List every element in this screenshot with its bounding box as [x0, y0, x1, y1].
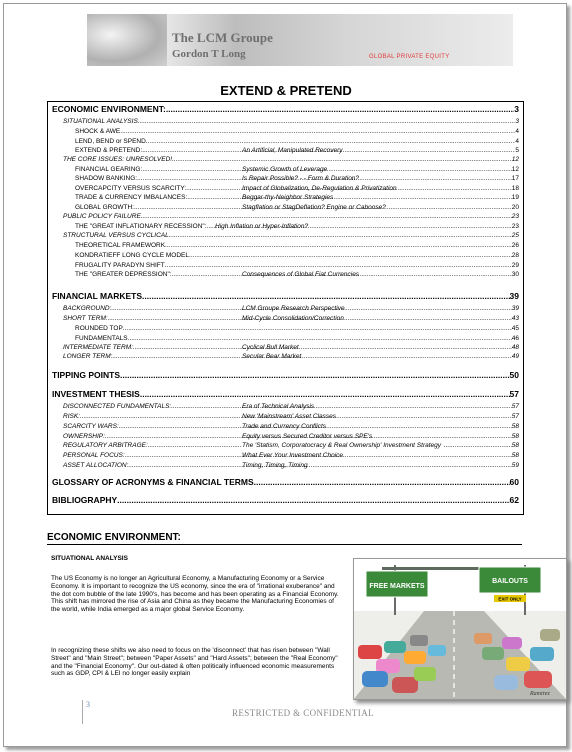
toc-desc-global-growth: Stagflation or StagDeflation? Engine or Caboose?	[242, 204, 386, 211]
toc-entry-global-growth[interactable]: GLOBAL GROWTH: ..... 20	[75, 204, 519, 211]
banner-swirl-graphic	[87, 14, 167, 66]
body-paragraph-1: The US Economy is no longer an Agricultural Economy, a Manufacturing Economy or a Service Economy. It is important to recognize the US economy, since the era of "irrational exuberance" and the dot com bubble of the late 1990's, has become and has been operating as a Financial Economy. This shift has mirrored the rise of Asia and China as they became the Manufacturing Economies of the world, while India emerged as a major global Service Economy.	[51, 575, 339, 614]
toc-desc-trade-currency: Beggar-thy-Neighbor Strategies	[242, 194, 334, 201]
toc-entry-trade-currency[interactable]: TRADE & CURRENCY IMBALANCES: ..... 19	[75, 194, 519, 201]
company-name: The LCM Groupe	[172, 30, 273, 45]
toc-desc-ownership: Equity versus Secured Creditor versus SPE's	[242, 433, 373, 440]
toc-entry-rounded-top[interactable]: ROUNDED TOP ..... 45	[75, 325, 519, 332]
toc-entry-great-inflationary[interactable]: THE "GREAT INFLATIONARY RECESSION": ..... 23	[75, 223, 519, 230]
footer-confidential: RESTRICTED & CONFIDENTIAL	[232, 708, 374, 718]
toc-desc-intermediate-term: Cyclical Bull Market	[242, 344, 299, 351]
document-title: EXTEND & PRETEND	[220, 83, 352, 98]
toc-desc-background: LCM Groupe Research Perspective	[242, 305, 345, 312]
cartoon-image	[353, 558, 567, 700]
toc-desc-disconnected: Era of Technical Analysis	[242, 403, 315, 410]
toc-entry-core-issues[interactable]: THE CORE ISSUES: UNRESOLVED! ..... 12	[63, 156, 519, 163]
section-heading: ECONOMIC ENVIRONMENT:	[47, 532, 522, 545]
toc-desc-overcapacity: Impact of Globalization, De-Regulation & Privatization	[242, 185, 397, 192]
toc-entry-shock-awe[interactable]: SHOCK & AWE ..... 4	[75, 128, 519, 135]
toc-entry-financial-gearing[interactable]: FINANCIAL GEARING: ..... 12	[75, 166, 519, 173]
toc-entry-shadow-banking[interactable]: SHADOW BANKING: ..... 17	[75, 175, 519, 182]
toc-entry-situational-analysis[interactable]: SITUATIONAL ANALYSIS ..... 3	[63, 118, 519, 125]
toc-entry-regulatory[interactable]: REGULATORY ARBITRAGE: ..... 58	[63, 442, 519, 449]
cartoon-illustration	[354, 559, 566, 699]
sub-heading: SITUATIONAL ANALYSIS	[51, 555, 128, 562]
toc-entry-ownership[interactable]: OWNERSHIP: ..... 58	[63, 433, 519, 440]
toc-entry-overcapacity[interactable]: OVERCAPCITY VERSUS SCARCITY: ..... 18	[75, 185, 519, 192]
toc-desc-shadow-banking: Is Repair Possible? - - Form & Duration?	[242, 175, 360, 182]
sign-bailouts: BAILOUTS	[492, 578, 528, 585]
toc-entry-greater-depression[interactable]: THE "GREATER DEPRESSION": ..... 30	[75, 271, 519, 278]
toc-desc-regulatory: The 'Statism, Corporatocracy & Real Ownership' Investment Strategy	[242, 442, 442, 449]
toc-desc-great-inflationary: High Inflation or Hyper-Inflation?	[215, 223, 309, 230]
table-of-contents	[47, 101, 524, 515]
cartoon-signature: Ramirez	[530, 691, 550, 697]
toc-entry-fundamentals[interactable]: FUNDAMENTALS ..... 46	[75, 335, 519, 342]
toc-desc-longer-term: Secular Bear Market	[242, 353, 302, 360]
footer-divider	[82, 700, 83, 724]
toc-entry-public-policy[interactable]: PUBLIC POLICY FAILURE ..... 23	[63, 213, 519, 220]
sign-free-markets: FREE MARKETS	[369, 583, 425, 590]
toc-entry-disconnected[interactable]: DISCONNECTED FUNDAMENTALS: ..... 57	[63, 403, 519, 410]
toc-entry-longer-term[interactable]: LONGER TERM: ..... 49	[63, 353, 519, 360]
toc-entry-scarcity-wars[interactable]: SCARCITY WARS: ..... 58	[63, 423, 519, 430]
toc-desc-financial-gearing: Systemic Growth of Leverage	[242, 166, 328, 173]
toc-desc-personal-focus: What Ever Your Investment Choice	[242, 452, 344, 459]
toc-entry-frugality[interactable]: FRUGALITY PARADYN SHIFT ..... 29	[75, 262, 519, 269]
toc-entry-short-term[interactable]: SHORT TERM: ..... 43	[63, 315, 519, 322]
header-banner	[87, 14, 513, 66]
author-name: Gordon T Long	[172, 48, 246, 60]
toc-desc-extend-pretend: An Artificial, Manipulated Recovery	[242, 147, 343, 154]
toc-entry-structural-cyclical[interactable]: STRUCTURAL VERSUS CYCLICAL ..... 25	[63, 232, 519, 239]
toc-entry-bibliography[interactable]: BIBLIOGRAPHY ..... 62	[52, 495, 519, 505]
toc-desc-greater-depression: Consequences of Global Fiat Currencies	[242, 271, 360, 278]
sign-exit-only: EXIT ONLY	[498, 596, 522, 602]
toc-entry-intermediate-term[interactable]: INTERMEDIATE TERM: ..... 48	[63, 344, 519, 351]
toc-entry-extend-pretend[interactable]: EXTEND & PRETEND: ..... 5	[75, 147, 519, 154]
toc-entry-personal-focus[interactable]: PERSONAL FOCUS: ..... 58	[63, 452, 519, 459]
toc-entry-risk[interactable]: RISK: ..... 57	[63, 413, 519, 420]
toc-entry-glossary[interactable]: GLOSSARY OF ACRONYMS & FINANCIAL TERMS ..... 60	[52, 477, 519, 487]
toc-entry-theoretical-framework[interactable]: THEORETICAL FRAMEWORK ..... 26	[75, 242, 519, 249]
toc-entry-investment-thesis[interactable]: INVESTMENT THESIS ..... 57	[52, 389, 519, 399]
toc-entry-background[interactable]: BACKGROUND: ..... 39	[63, 305, 519, 312]
toc-desc-risk: New 'Mainstream' Asset Classes	[242, 413, 336, 420]
toc-entry-asset-allocation[interactable]: ASSET ALLOCATION: ..... 59	[63, 462, 519, 469]
banner-tagline: GLOBAL PRIVATE EQUITY	[369, 54, 450, 60]
page-number: 3	[86, 700, 90, 709]
toc-desc-asset-allocation: Timing, Timing, Timing	[242, 462, 308, 469]
toc-entry-kondratieff[interactable]: KONDRATIEFF LONG CYCLE MODEL ..... 28	[75, 252, 519, 259]
toc-entry-lend-bend[interactable]: LEND, BEND or SPEND ..... 4	[75, 138, 519, 145]
toc-entry-financial-markets[interactable]: FINANCIAL MARKETS ..... 39	[52, 291, 519, 301]
toc-entry-economic-environment[interactable]: ECONOMIC ENVIRONMENT: ..... 3	[52, 104, 519, 114]
toc-desc-scarcity-wars: Trade and Currency Conflicts	[242, 423, 327, 430]
toc-entry-tipping-points[interactable]: TIPPING POINTS ..... 50	[52, 370, 519, 380]
toc-desc-short-term: Mid-Cycle Consolidation/Correction	[242, 315, 344, 322]
body-paragraph-2: In recognizing these shifts we also need to focus on the 'disconnect' that has risen between "Wall Street" and "Main Street"; between "Paper Assets" and "Hard Assets"; between the "Real Economy" and the "Financial Economy". Our out-dated & often politically influenced economic measurements such as GDP, CPI & LEI no longer easily explain	[51, 647, 338, 678]
